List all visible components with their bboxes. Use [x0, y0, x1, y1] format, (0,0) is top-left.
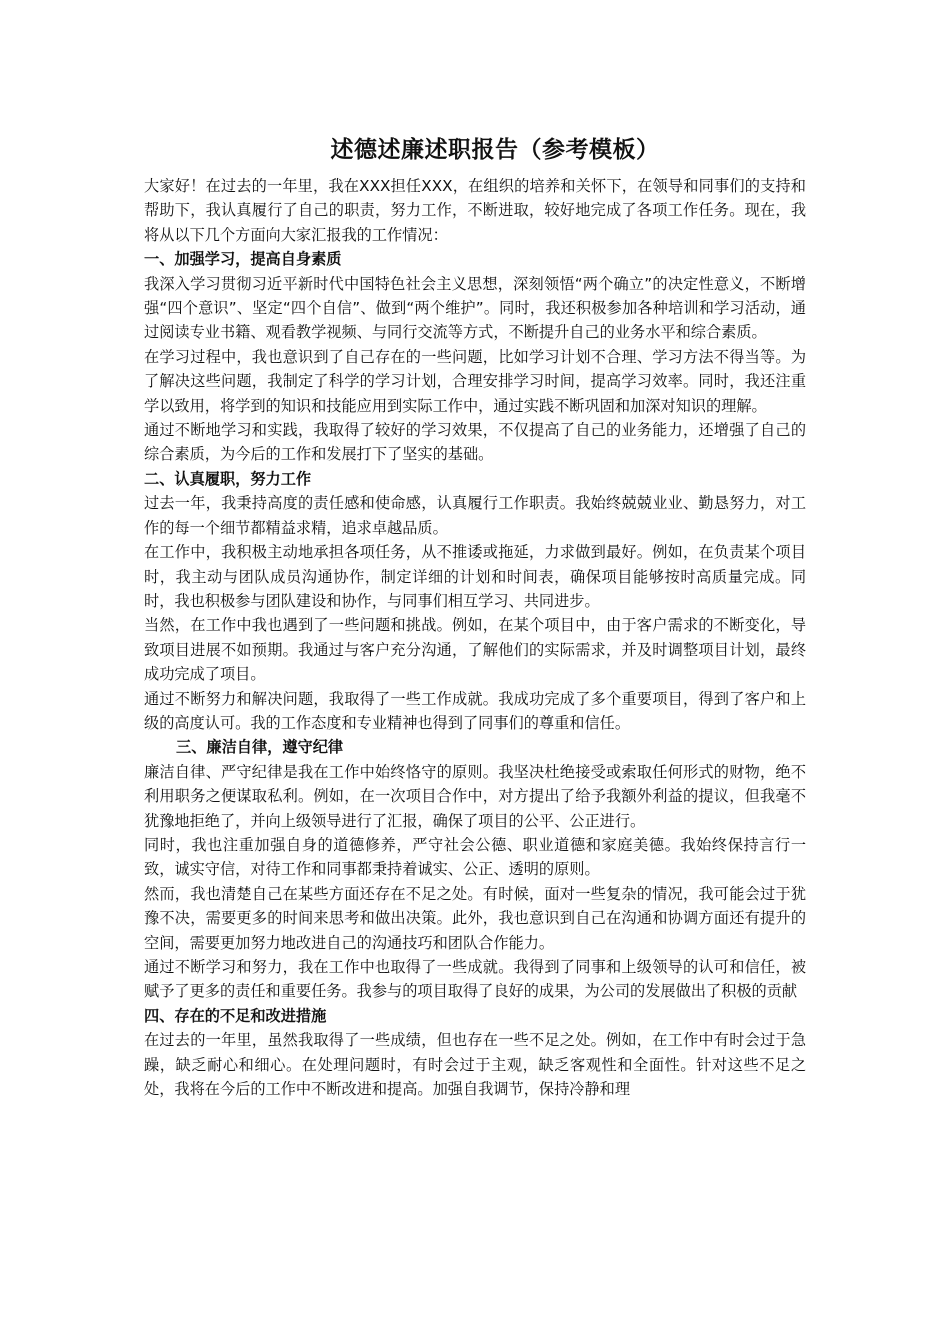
body-paragraph: 我深入学习贯彻习近平新时代中国特色社会主义思想，深刻领悟“两个确立”的决定性意义，不断增强“四个意识”、坚定“四个自信”、做到“两个维护”。同时，我还积极参加各种培训和学习活动，通过阅读专业书籍、观看教学视频、与同行交流等方式，不断提升自己的业务水平和综合素质。: [144, 274, 806, 342]
body-paragraph: 同时，我也注重加强自身的道德修养，严守社会公德、职业道德和家庭美德。我始终保持言行一致，诚实守信，对待工作和同事都秉持着诚实、公正、透明的原则。: [144, 835, 806, 879]
body-paragraph: 当然，在工作中我也遇到了一些问题和挑战。例如，在某个项目中，由于客户需求的不断变化，导致项目进展不如预期。我通过与客户充分沟通，了解他们的实际需求，并及时调整项目计划，最终成功完成了项目。: [144, 616, 806, 684]
section-heading: 一、加强学习，提高自身素质: [144, 250, 342, 269]
body-paragraph: 廉洁自律、严守纪律是我在工作中始终恪守的原则。我坚决杜绝接受或索取任何形式的财物，绝不利用职务之便谋取私利。例如，在一次项目合作中，对方提出了给予我额外利益的提议，但我毫不犹豫地拒绝了，并向上级领导进行了汇报，确保了项目的公平、公正进行。: [144, 762, 806, 830]
body-paragraph: 通过不断学习和努力，我在工作中也取得了一些成就。我得到了同事和上级领导的认可和信任，被赋予了更多的责任和重要任务。我参与的项目取得了良好的成果，为公司的发展做出了积极的贡献: [144, 958, 806, 1001]
document-body: [144, 174, 806, 1101]
intro-paragraph: 大家好！在过去的一年里，我在XXX担任XXX，在组织的培养和关怀下，在领导和同事们的支持和帮助下，我认真履行了自己的职责，努力工作，不断进取，较好地完成了各项工作任务。现在，我将从以下几个方面向大家汇报我的工作情况：: [144, 177, 806, 244]
section-heading: 四、存在的不足和改进措施: [144, 1006, 327, 1025]
body-paragraph: 通过不断地学习和实践，我取得了较好的学习效果，不仅提高了自己的业务能力，还增强了自己的综合素质，为今后的工作和发展打下了坚实的基础。: [144, 421, 806, 464]
section-heading: 三、廉洁自律，遵守纪律: [176, 738, 344, 757]
body-paragraph: 在工作中，我积极主动地承担各项任务，从不推诿或拖延，力求做到最好。例如，在负责某个项目时，我主动与团队成员沟通协作，制定详细的计划和时间表，确保项目能够按时高质量完成。同时，我也积极参与团队建设和协作，与同事们相互学习、共同进步。: [144, 543, 806, 610]
body-paragraph: 过去一年，我秉持高度的责任感和使命感，认真履行工作职责。我始终兢兢业业、勤恳努力，对工作的每一个细节都精益求精，追求卓越品质。: [144, 494, 806, 537]
body-paragraph: 通过不断努力和解决问题，我取得了一些工作成就。我成功完成了多个重要项目，得到了客户和上级的高度认可。我的工作态度和专业精神也得到了同事们的尊重和信任。: [144, 689, 806, 732]
document-title: 述德述廉述职报告（参考模板）: [330, 137, 660, 163]
body-paragraph: 在过去的一年里，虽然我取得了一些成绩，但也存在一些不足之处。例如，在工作中有时会过于急躁，缺乏耐心和细心。在处理问题时，有时会过于主观，缺乏客观性和全面性。针对这些不足之处，我将在今后的工作中不断改进和提高。加强自我调节，保持冷静和理: [144, 1031, 806, 1099]
body-paragraph: 在学习过程中，我也意识到了自己存在的一些问题，比如学习计划不合理、学习方法不得当等。为了解决这些问题，我制定了科学的学习计划，合理安排学习时间，提高学习效率。同时，我还注重学以致用，将学到的知识和技能应用到实际工作中，通过实践不断巩固和加深对知识的理解。: [144, 347, 806, 415]
section-heading: 二、认真履职，努力工作: [144, 469, 312, 488]
body-paragraph: 然而，我也清楚自己在某些方面还存在不足之处。有时候，面对一些复杂的情况，我可能会过于犹豫不决，需要更多的时间来思考和做出决策。此外，我也意识到自己在沟通和协调方面还有提升的空间，需要更加努力地改进自己的沟通技巧和团队合作能力。: [144, 884, 806, 952]
